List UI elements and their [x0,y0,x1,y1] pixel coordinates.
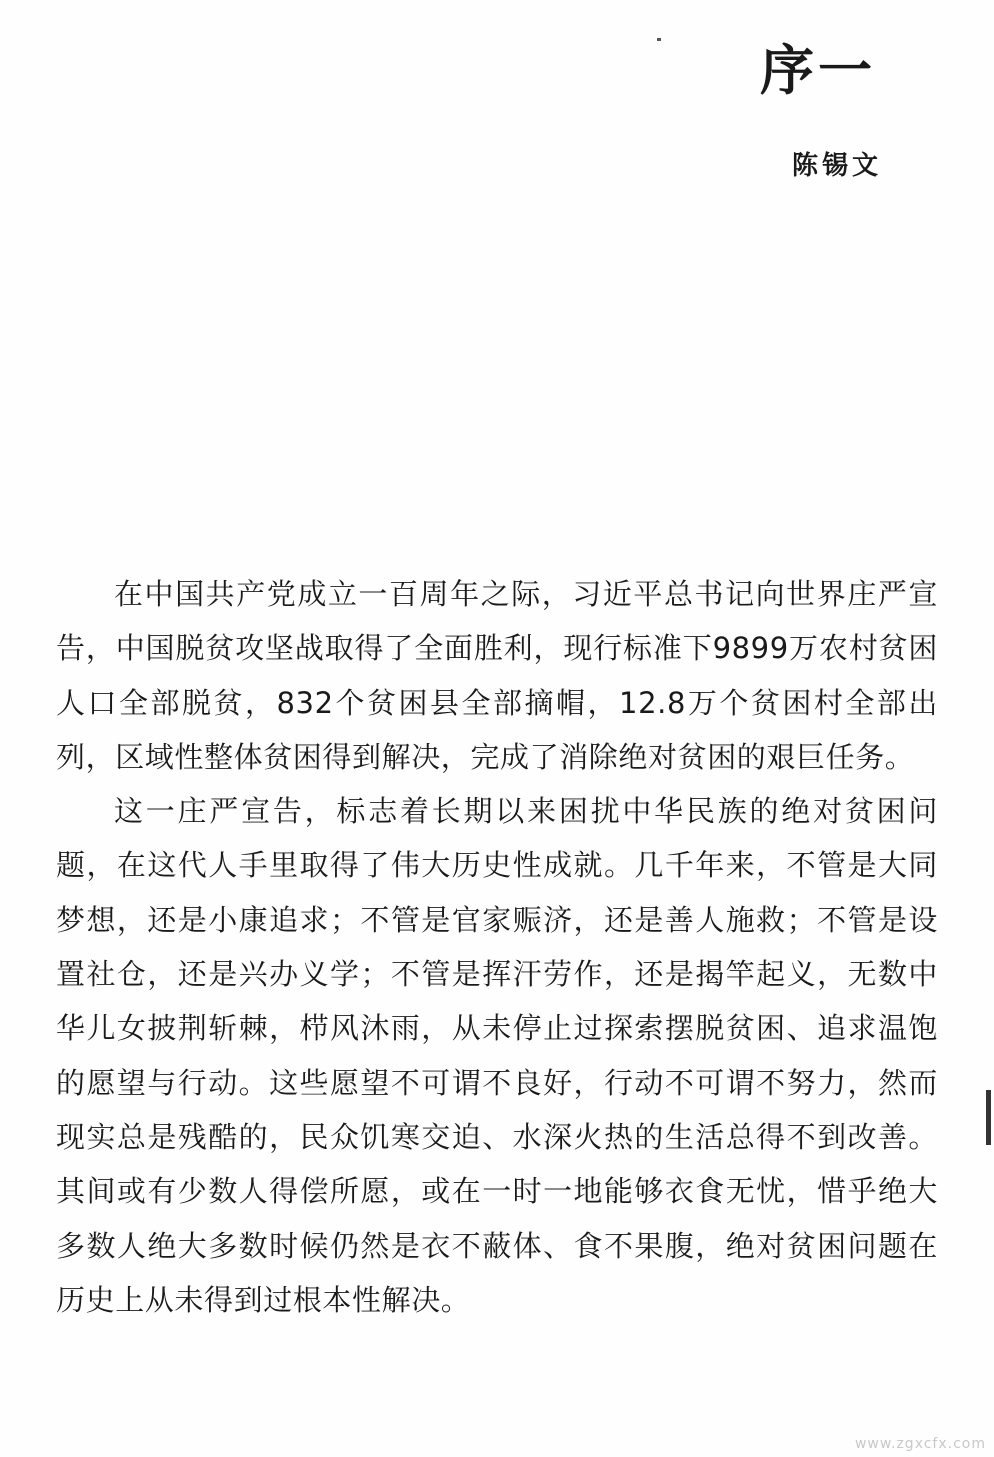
scan-edge-mark [986,1090,991,1145]
paragraph-1: 在中国共产党成立一百周年之际，习近平总书记向世界庄严宣告，中国脱贫攻坚战取得了全面胜利，现行标准下9899万农村贫困人口全部脱贫，832个贫困县全部摘帽，12.8万个贫困村全部出列，区域性整体贫困得到解决，完成了消除绝对贫困的艰巨任务。 [56,577,938,774]
author-name: 陈锡文 [791,151,882,181]
paragraph-2: 这一庄严宣告，标志着长期以来困扰中华民族的绝对贫困问题，在这代人手里取得了伟大历史性成就。几千年来，不管是大同梦想，还是小康追求；不管是官家赈济，还是善人施救；不管是设置社仓，还是兴办义学；不管是挥汗劳作，还是揭竿起义，无数中华儿女披荆斩棘，栉风沐雨，从未停止过探索摆脱贫困、追求温饱的愿望与行动。这些愿望不可谓不良好，行动不可谓不努力，然而现实总是残酷的，民众饥寒交迫、水深火热的生活总得不到改善。其间或有少数人得偿所愿，或在一时一地能够衣食无忧，惜乎绝大多数人绝大多数时候仍然是衣不蔽体、食不果腹，绝对贫困问题在历史上从未得到过根本性解决。 [56,794,938,1317]
page-title: 序一 [760,38,876,102]
scan-speck [657,38,661,41]
document-body [56,567,938,1327]
watermark-text: www.zgxcfx.com [854,1436,986,1452]
